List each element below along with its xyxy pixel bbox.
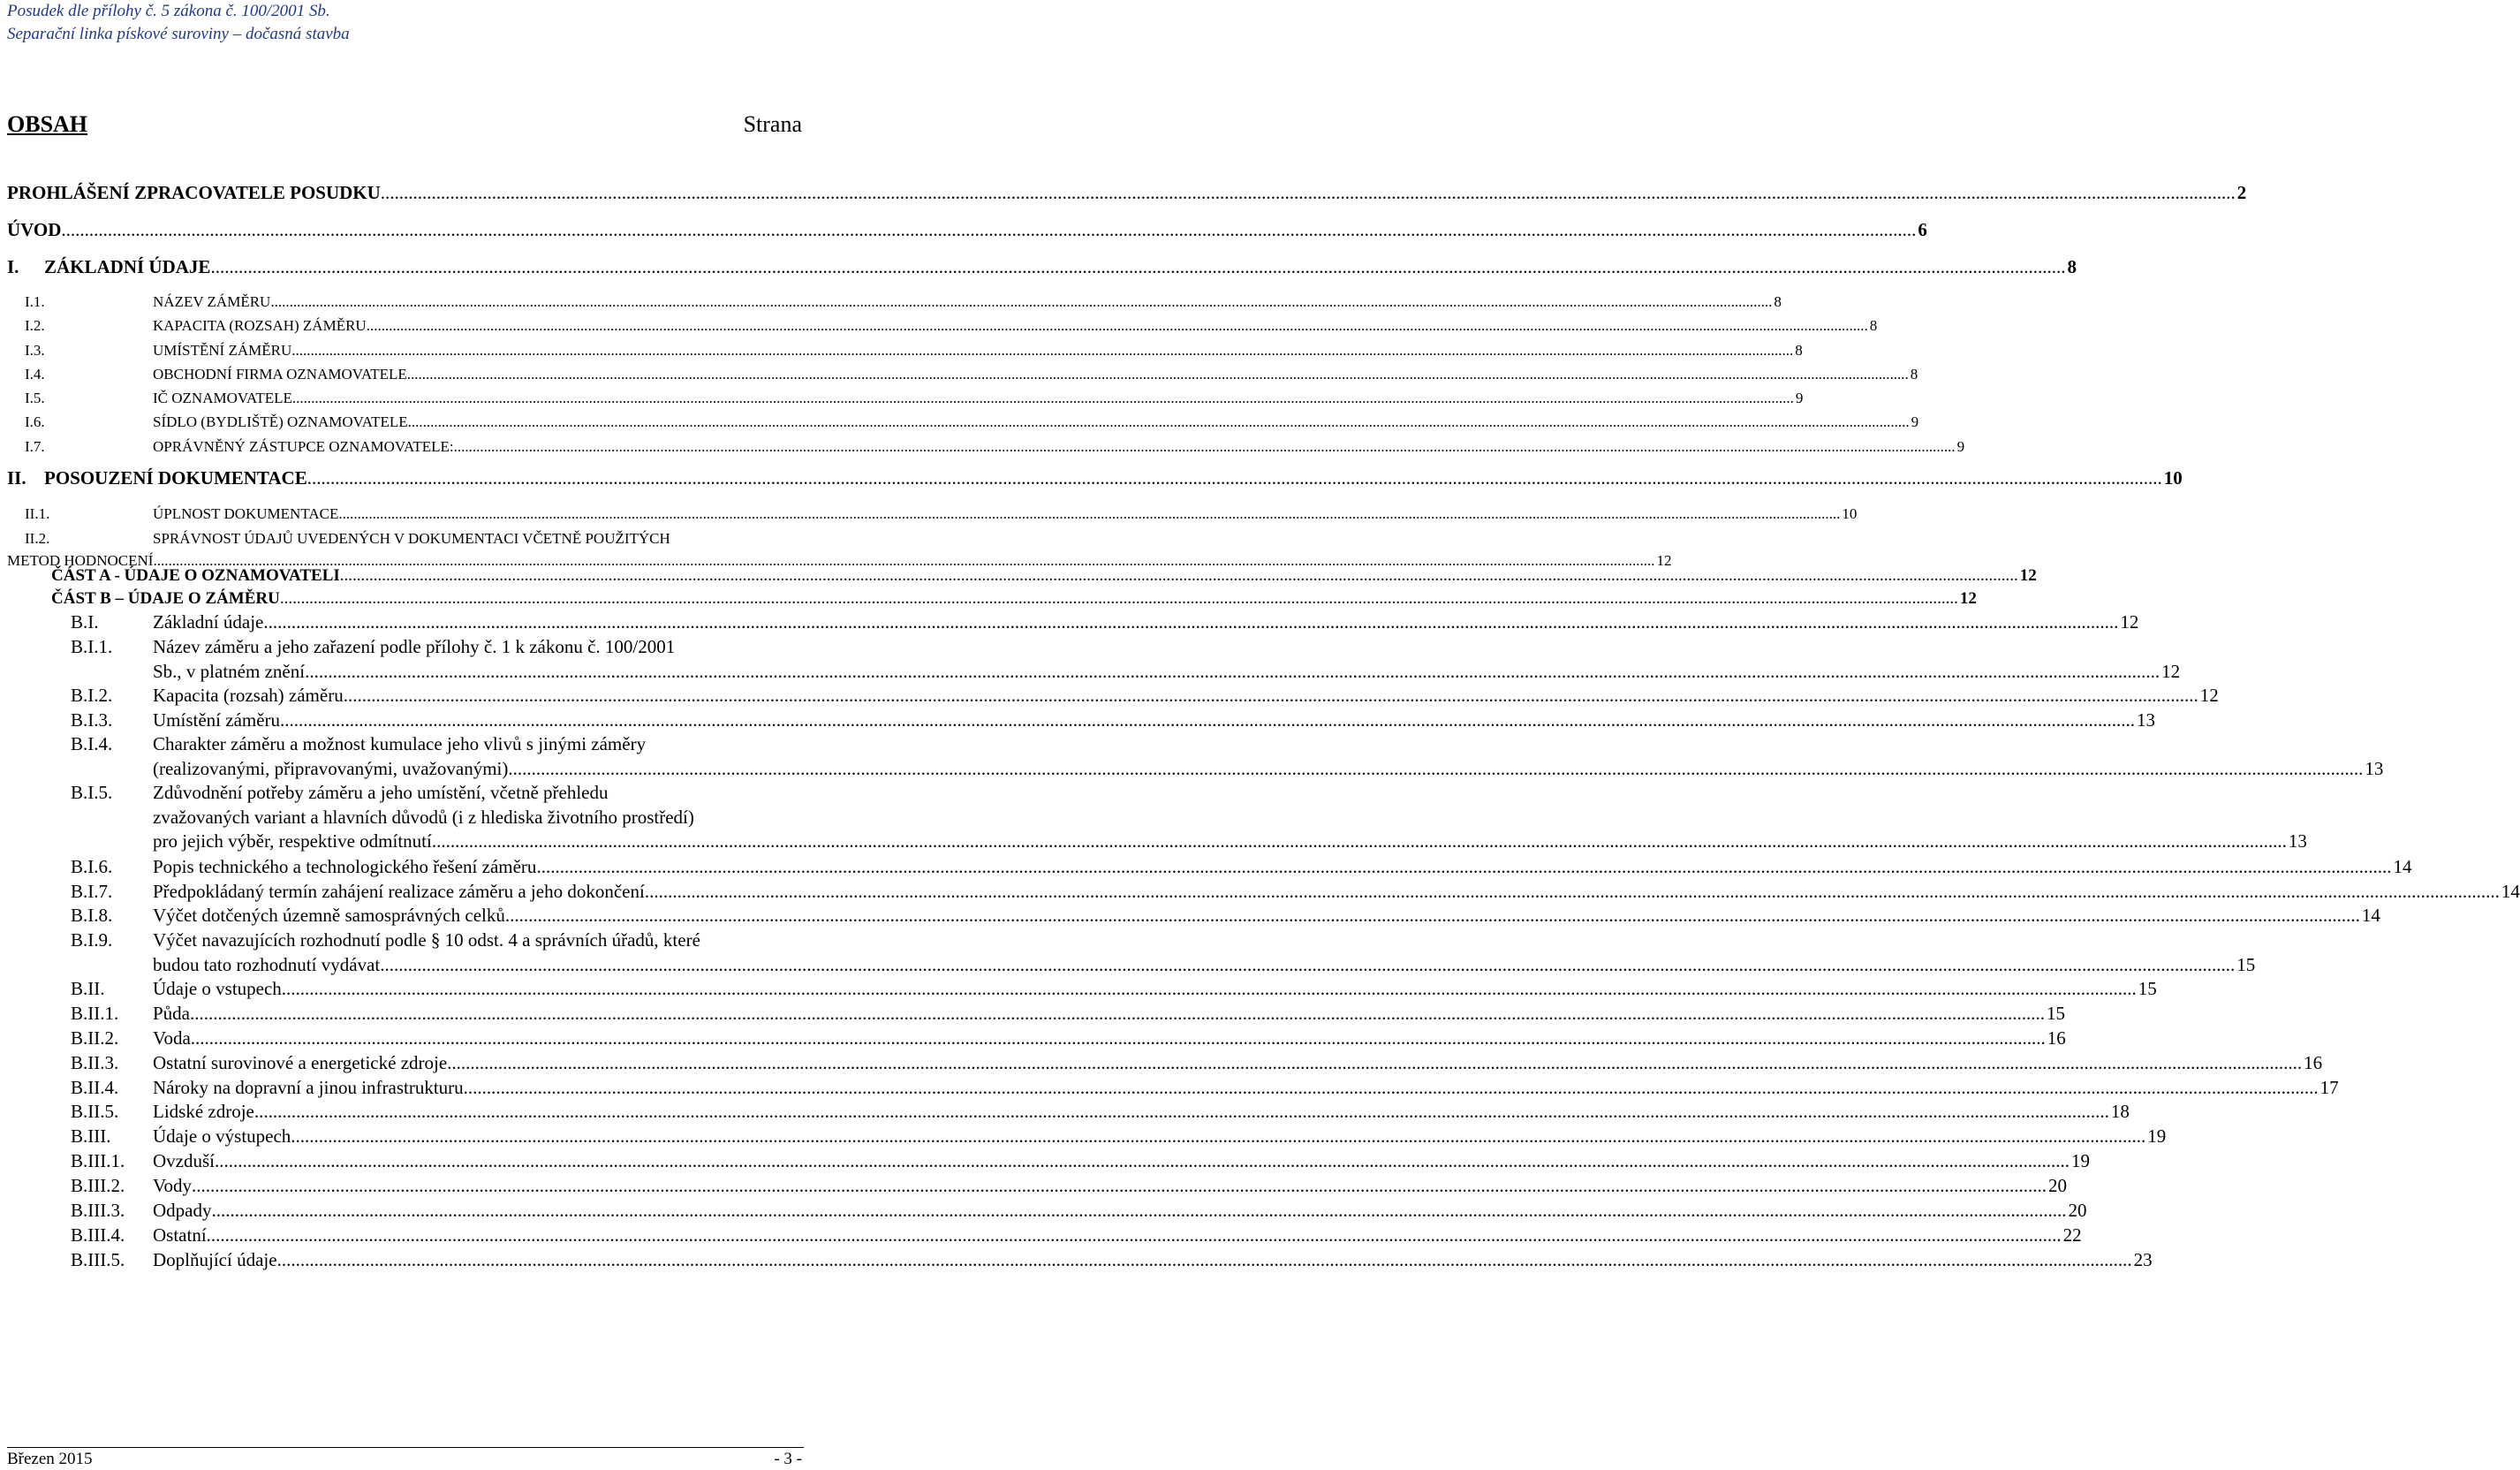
toc-entry-page: 22 [2062, 1224, 2082, 1246]
toc-entry-number: B.I.8. [71, 905, 113, 926]
toc-entry-title: Základní údaje [153, 611, 264, 633]
toc-entry-number: B.I.9. [71, 929, 113, 951]
toc-entry-page: 9 [1795, 390, 1804, 406]
toc-leader-dots: ................................................................................................................................................................................................................................................................................................................................................................................................................ [280, 709, 2136, 731]
toc-entry-title: POSOUZENÍ DOKUMENTACE [44, 467, 307, 489]
toc-entry-page: 8 [1795, 342, 1803, 359]
toc-entry-title: Kapacita (rozsah) záměru [153, 685, 344, 706]
toc-entry-number: I.4. [25, 366, 45, 383]
toc-entry-title: Voda [153, 1027, 191, 1049]
toc-leader-dots: ................................................................................................................................................................................................................................................................................................................................................................................................................ [210, 256, 2066, 277]
toc-entry[interactable] [7, 1248, 2153, 1275]
toc-entry-title: SÍDLO (BYDLIŠTĚ) OZNAMOVATELE [153, 413, 408, 430]
toc-entry[interactable] [7, 180, 2247, 207]
toc-entry-page: 14 [2361, 905, 2380, 926]
toc-entry[interactable] [7, 1149, 2090, 1176]
toc-entry-page: 15 [2047, 1003, 2065, 1024]
toc-entry[interactable] [7, 290, 1782, 316]
toc-entry-page: 23 [2133, 1249, 2153, 1270]
toc-entry-number: B.II. [71, 978, 105, 999]
toc-entry-page: 12 [2019, 566, 2037, 585]
toc-entry-number: I.5. [25, 390, 45, 406]
toc-entry-title: budou tato rozhodnutí vydávat [153, 953, 381, 975]
toc-entry-title: Ostatní surovinové a energetické zdroje [153, 1052, 448, 1073]
toc-entry[interactable] [7, 708, 2156, 735]
toc-entry-title-line: zvažovaných variant a hlavních důvodů (i z hlediska životního prostředí) [153, 806, 694, 828]
toc-leader-dots: ................................................................................................................................................................................................................................................................................................................................................................................................................ [211, 1200, 2067, 1221]
toc-leader-dots: ................................................................................................................................................................................................................................................................................................................................................................................................................ [270, 293, 1773, 310]
toc-entry-title: Lidské zdroje [153, 1101, 254, 1122]
toc-entry-page: 19 [2071, 1150, 2090, 1171]
toc-leader-dots: ................................................................................................................................................................................................................................................................................................................................................................................................................ [61, 219, 1917, 240]
toc-leader-dots: ................................................................................................................................................................................................................................................................................................................................................................................................................ [291, 390, 1794, 406]
toc-entry-number: II.2. [25, 530, 50, 547]
toc-entry-title: Umístění záměru [153, 709, 281, 731]
toc-entry-page: 15 [2138, 978, 2157, 999]
toc-entry-page: 15 [2236, 953, 2256, 975]
toc-entry[interactable] [7, 1027, 2066, 1053]
toc-leader-dots: ................................................................................................................................................................................................................................................................................................................................................................................................................ [338, 505, 1841, 522]
toc-entry-number: B.I.6. [71, 856, 113, 877]
toc-entry-number: I.6. [25, 413, 45, 430]
toc-entry-title-line: Výčet navazujících rozhodnutí podle § 10 odst. 4 a správních úřadů, které [153, 929, 700, 951]
toc-entry-number: B.III.3. [71, 1200, 125, 1221]
toc-leader-dots: ................................................................................................................................................................................................................................................................................................................................................................................................................ [431, 830, 2287, 852]
toc-entry-title: METOD HODNOCENÍ [7, 552, 154, 569]
toc-entry[interactable] [7, 635, 2181, 686]
toc-entry-title: Odpady [153, 1200, 212, 1221]
toc-entry[interactable] [7, 781, 2307, 856]
toc-leader-dots: ................................................................................................................................................................................................................................................................................................................................................................................................................ [281, 978, 2137, 999]
toc-entry-number: B.III.1. [71, 1150, 125, 1171]
toc-entry-page: 8 [1774, 293, 1782, 310]
toc-entry[interactable] [7, 1002, 2065, 1028]
toc-entry[interactable] [7, 855, 2412, 882]
toc-entry-number: I. [7, 256, 19, 277]
toc-entry[interactable] [7, 1224, 2082, 1250]
toc-entry-page: 12 [1959, 589, 1977, 608]
toc-leader-dots: ................................................................................................................................................................................................................................................................................................................................................................................................................ [215, 1150, 2070, 1171]
toc-entry-title: pro jejich výběr, respektive odmítnutí [153, 830, 432, 852]
toc-leader-dots: ................................................................................................................................................................................................................................................................................................................................................................................................................ [305, 660, 2161, 682]
toc-leader-dots: ................................................................................................................................................................................................................................................................................................................................................................................................................ [447, 1052, 2303, 1073]
toc-entry-number: B.III.2. [71, 1175, 125, 1196]
toc-entry-number: B.II.3. [71, 1052, 119, 1073]
toc-entry-page: 20 [2068, 1200, 2087, 1221]
toc-entry-page: 8 [1869, 317, 1878, 334]
toc-leader-dots: ................................................................................................................................................................................................................................................................................................................................................................................................................ [536, 856, 2392, 877]
toc-entry-title: ÚVOD [7, 219, 62, 240]
toc-leader-dots: ................................................................................................................................................................................................................................................................................................................................................................................................................ [644, 881, 2500, 902]
toc-entry-number: B.II.2. [71, 1027, 119, 1049]
toc-leader-dots: ................................................................................................................................................................................................................................................................................................................................................................................................................ [463, 1077, 2319, 1098]
toc-entry-title: Předpokládaný termín zahájení realizace záměru a jeho dokončení [153, 881, 645, 902]
toc-leader-dots: ................................................................................................................................................................................................................................................................................................................................................................................................................ [380, 953, 2236, 975]
toc-entry-title: KAPACITA (ROZSAH) ZÁMĚRU [153, 317, 367, 334]
toc-entry-page: 8 [1910, 366, 1918, 383]
toc-entry[interactable] [7, 610, 2139, 637]
toc-entry-page: 16 [2047, 1027, 2066, 1049]
toc-entry-page: 2 [2236, 182, 2247, 203]
toc-leader-dots: ................................................................................................................................................................................................................................................................................................................................................................................................................ [380, 182, 2236, 203]
toc-leader-dots: ................................................................................................................................................................................................................................................................................................................................................................................................................ [206, 1224, 2062, 1246]
toc-entry-title: NÁZEV ZÁMĚRU [153, 293, 271, 310]
toc-entry[interactable] [7, 314, 1878, 340]
toc-entry-page: 13 [2365, 757, 2384, 779]
toc-title: OBSAH [7, 111, 88, 137]
toc-entry-title: Popis technického a technologického řešení záměru [153, 856, 537, 877]
toc-entry-title-line: Charakter záměru a možnost kumulace jeho vlivů s jinými záměry [153, 733, 647, 754]
toc-entry-number: B.I.3. [71, 709, 113, 731]
toc-entry-title: Ostatní [153, 1224, 207, 1246]
toc-leader-dots: ................................................................................................................................................................................................................................................................................................................................................................................................................ [254, 1101, 2109, 1122]
toc-leader-dots: ................................................................................................................................................................................................................................................................................................................................................................................................................ [291, 1125, 2146, 1147]
toc-entry[interactable] [7, 254, 2077, 281]
toc-entry[interactable] [7, 587, 1977, 613]
toc-entry-title: ÚPLNOST DOKUMENTACE [153, 505, 339, 522]
toc-entry-page: 12 [1656, 552, 1672, 569]
toc-entry-number: B.II.1. [71, 1003, 119, 1024]
toc-leader-dots: ................................................................................................................................................................................................................................................................................................................................................................................................................ [453, 438, 1956, 455]
toc-entry-page: 13 [2288, 830, 2307, 852]
toc-entry-number: B.I.1. [71, 636, 113, 657]
toc-entry-title-line: Název záměru a jeho zařazení podle přílohy č. 1 k zákonu č. 100/2001 [153, 636, 676, 657]
toc-entry-title: Doplňující údaje [153, 1249, 277, 1270]
toc-entry-page: 9 [1956, 438, 1965, 455]
toc-entry-number: B.I.5. [71, 782, 113, 803]
toc-leader-dots: ................................................................................................................................................................................................................................................................................................................................................................................................................ [366, 317, 1868, 334]
toc-leader-dots: ................................................................................................................................................................................................................................................................................................................................................................................................................ [343, 685, 2198, 706]
toc-entry[interactable] [7, 435, 1965, 461]
toc-entry-number: B.III.5. [71, 1249, 125, 1270]
toc-entry[interactable] [7, 904, 2380, 930]
toc-entry-title: ZÁKLADNÍ ÚDAJE [44, 256, 211, 277]
footer-date: Březen 2015 [7, 1450, 93, 1468]
toc-leader-dots: ................................................................................................................................................................................................................................................................................................................................................................................................................ [263, 611, 2119, 633]
toc-entry-page: 18 [2110, 1101, 2130, 1122]
toc-entry-page: 8 [2067, 256, 2077, 277]
toc-entry-page: 12 [2199, 685, 2219, 706]
toc-entry-number: B.II.4. [71, 1077, 119, 1098]
toc-leader-dots: ................................................................................................................................................................................................................................................................................................................................................................................................................ [306, 467, 2162, 489]
toc-leader-dots: ................................................................................................................................................................................................................................................................................................................................................................................................................ [508, 757, 2364, 779]
toc-entry-number: B.III.4. [71, 1224, 125, 1246]
toc-entry[interactable] [7, 1199, 2087, 1225]
toc-leader-dots: ................................................................................................................................................................................................................................................................................................................................................................................................................ [406, 366, 1909, 383]
toc-entry[interactable] [7, 1125, 2167, 1151]
toc-entry-title: OPRÁVNĚNÝ ZÁSTUPCE OZNAMOVATELE: [153, 438, 454, 455]
toc-entry-number: II.1. [25, 505, 50, 522]
toc-entry-number: B.I.7. [71, 881, 113, 902]
toc-entry-title: Ovzduší [153, 1150, 215, 1171]
toc-leader-dots: ................................................................................................................................................................................................................................................................................................................................................................................................................ [291, 342, 1794, 359]
toc-entry[interactable] [7, 1174, 2067, 1201]
toc-entry[interactable] [7, 410, 1919, 436]
toc-entry[interactable] [7, 732, 2384, 783]
toc-entry[interactable] [7, 1051, 2323, 1078]
toc-entry-title-line: SPRÁVNOST ÚDAJŮ UVEDENÝCH V DOKUMENTACI VČETNĚ POUŽITÝCH [153, 530, 670, 547]
toc-entry-title-line: Zdůvodnění potřeby záměru a jeho umístění, včetně přehledu [153, 782, 609, 803]
toc-entry-page: 9 [1911, 413, 1919, 430]
toc-entry-title: OBCHODNÍ FIRMA OZNAMOVATELE [153, 366, 407, 383]
toc-entry-title: Sb., v platném znění [153, 660, 306, 682]
toc-leader-dots: ................................................................................................................................................................................................................................................................................................................................................................................................................ [190, 1003, 2045, 1024]
toc-leader-dots: ................................................................................................................................................................................................................................................................................................................................................................................................................ [191, 1175, 2047, 1196]
toc-entry-page: 10 [2163, 467, 2183, 489]
toc-entry-title: Půda [153, 1003, 190, 1024]
toc-leader-dots: ................................................................................................................................................................................................................................................................................................................................................................................................................ [504, 905, 2360, 926]
toc-entry-number: I.7. [25, 438, 45, 455]
page-column-label: Strana [743, 111, 802, 137]
toc-entry-number: I.2. [25, 317, 45, 334]
toc-entry-page: 16 [2304, 1052, 2323, 1073]
toc-entry[interactable] [7, 928, 2256, 979]
toc-entry-title: IČ OZNAMOVATELE [153, 390, 292, 406]
toc-leader-dots: ................................................................................................................................................................................................................................................................................................................................................................................................................ [190, 1027, 2046, 1049]
toc-entry-title: ČÁST B – ÚDAJE O ZÁMĚRU [51, 589, 280, 608]
toc-entry-title: Údaje o výstupech [153, 1125, 291, 1147]
toc-entry[interactable] [7, 338, 1803, 365]
header-line-2: Separační linka pískové suroviny – dočasná stavba [7, 25, 350, 43]
toc-entry[interactable] [7, 1100, 2130, 1126]
toc-entry-number: B.I.4. [71, 733, 113, 754]
toc-entry-number: B.I. [71, 611, 99, 633]
header-line-1: Posudek dle přílohy č. 5 zákona č. 100/2001 Sb. [7, 2, 330, 20]
toc-entry[interactable] [7, 880, 2520, 906]
toc-entry-page: 20 [2047, 1175, 2067, 1196]
toc-entry-page: 14 [2393, 856, 2412, 877]
toc-entry[interactable] [7, 502, 1858, 528]
toc-entry-number: B.III. [71, 1125, 111, 1147]
footer-rule [7, 1447, 804, 1448]
toc-entry-page: 19 [2147, 1125, 2167, 1147]
toc-entry-number: I.3. [25, 342, 45, 359]
toc-entry-page: 12 [2120, 611, 2139, 633]
toc-entry-page: 10 [1842, 505, 1858, 522]
toc-entry-page: 17 [2319, 1077, 2339, 1098]
toc-entry-number: B.I.2. [71, 685, 113, 706]
toc-entry-page: 14 [2501, 881, 2520, 902]
toc-entry[interactable] [7, 1076, 2339, 1102]
toc-leader-dots: ................................................................................................................................................................................................................................................................................................................................................................................................................ [407, 413, 1910, 430]
toc-entry-title: Údaje o vstupech [153, 978, 282, 999]
toc-entry[interactable] [7, 362, 1918, 389]
toc-entry[interactable] [7, 466, 2183, 492]
toc-entry-title: Výčet dotčených územně samosprávných celků [153, 905, 505, 926]
toc-entry-title: (realizovanými, připravovanými, uvažovanými) [153, 757, 509, 779]
toc-leader-dots: ................................................................................................................................................................................................................................................................................................................................................................................................................ [339, 566, 2018, 585]
toc-leader-dots: ................................................................................................................................................................................................................................................................................................................................................................................................................ [153, 552, 1655, 569]
toc-entry[interactable] [7, 684, 2219, 710]
toc-entry-title: Vody [153, 1175, 192, 1196]
toc-entry-title: UMÍSTĚNÍ ZÁMĚRU [153, 342, 292, 359]
toc-entry-page: 13 [2137, 709, 2156, 731]
toc-leader-dots: ................................................................................................................................................................................................................................................................................................................................................................................................................ [276, 1249, 2132, 1270]
toc-entry-number: II. [7, 467, 26, 489]
toc-entry[interactable] [7, 386, 1804, 413]
toc-entry-number: I.1. [25, 293, 45, 310]
footer-page-number: - 3 - [774, 1450, 802, 1468]
toc-entry-page: 6 [1918, 219, 1927, 240]
toc-entry-page: 12 [2161, 660, 2181, 682]
toc-entry-number: B.II.5. [71, 1101, 119, 1122]
toc-entry-title: PROHLÁŠENÍ ZPRACOVATELE POSUDKU [7, 182, 381, 203]
toc-entry-title: ČÁST A - ÚDAJE O OZNAMOVATELI [51, 566, 340, 585]
toc-entry-title: Nároky na dopravní a jinou infrastrukturu [153, 1077, 464, 1098]
toc-leader-dots: ................................................................................................................................................................................................................................................................................................................................................................................................................ [279, 589, 1958, 608]
toc-entry[interactable] [7, 217, 1927, 244]
toc-entry[interactable] [7, 977, 2157, 1004]
